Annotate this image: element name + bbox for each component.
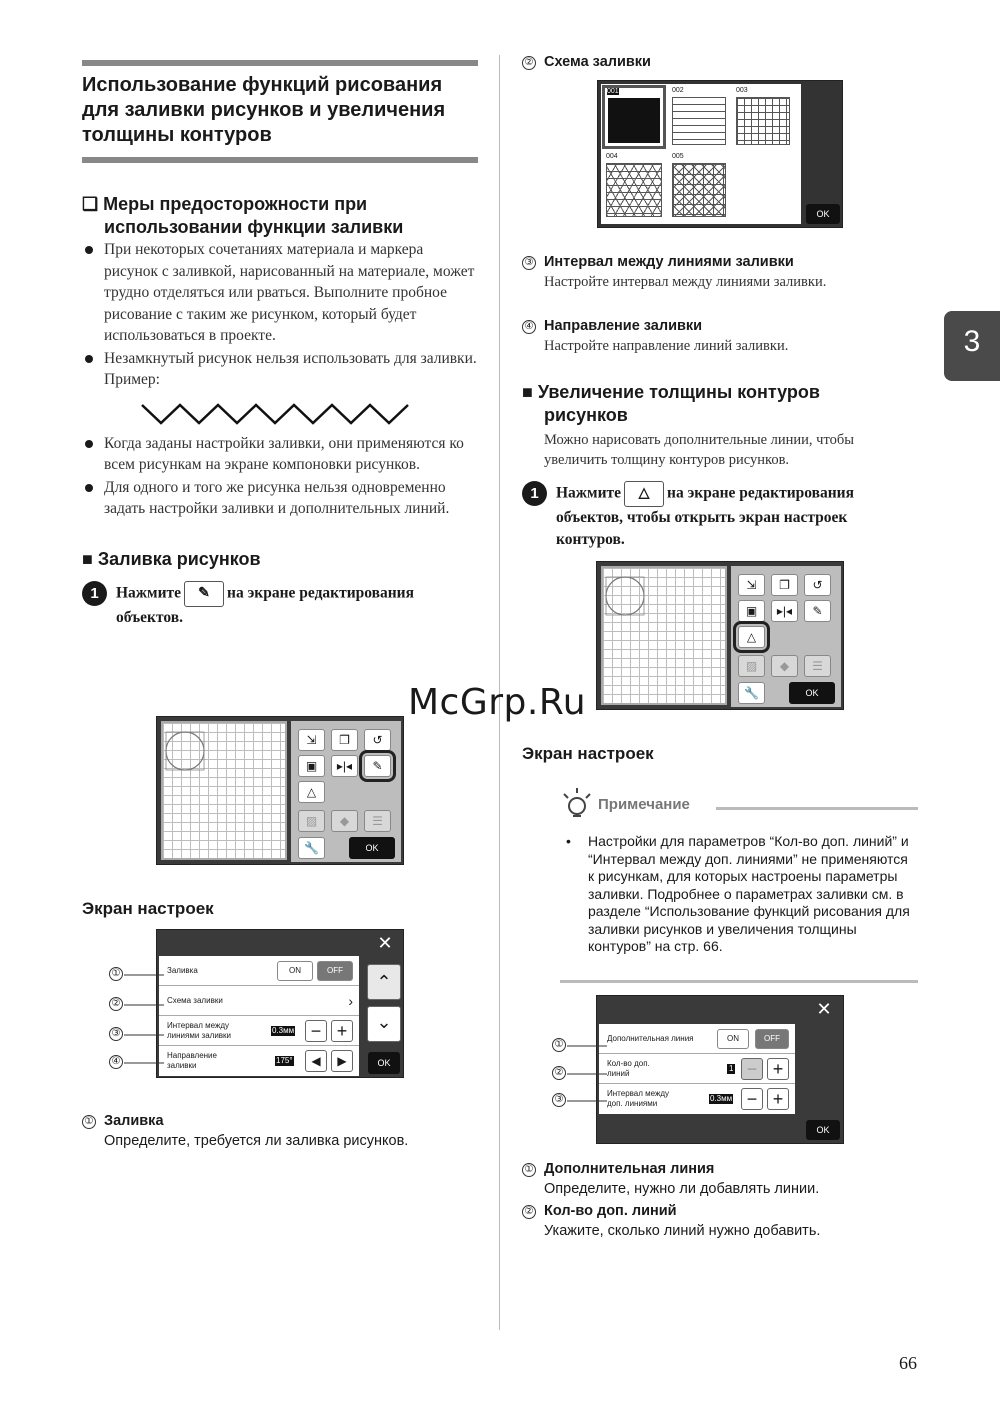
precautions-title: ❑ Меры предосторожности при использовании функции заливки [82, 194, 404, 237]
note-rule [716, 807, 918, 810]
pattern-001[interactable]: 001 [602, 85, 666, 149]
precautions-list [82, 239, 478, 520]
callout-lines [124, 960, 170, 1070]
on-button[interactable]: ON [717, 1029, 749, 1049]
fill-item-2: ② Схема заливки [522, 52, 651, 72]
minus-button[interactable]: − [741, 1058, 763, 1080]
outline-settings-screen [596, 995, 844, 1144]
outline-icon[interactable]: △ [298, 781, 325, 803]
pattern-005[interactable]: 005 [670, 153, 728, 219]
note-bottom-rule [560, 980, 918, 983]
heading-bottom-rule [82, 157, 478, 163]
pattern-002[interactable]: 002 [670, 87, 728, 147]
left-column [82, 60, 478, 629]
mirror-icon[interactable]: ▸|◂ [771, 600, 798, 622]
callout-3: ③ [552, 1093, 566, 1107]
rotate-icon[interactable]: ↺ [804, 574, 831, 596]
scroll-up-button[interactable]: ⌃ [367, 964, 401, 1000]
pattern-002-swatch [672, 97, 726, 145]
callout-lines [567, 1030, 611, 1110]
arrow-right-button[interactable]: ▶ [331, 1050, 353, 1072]
minus-button[interactable]: − [741, 1088, 763, 1110]
page-number: 66 [899, 1353, 917, 1373]
outline-settings-title: Экран настроек [522, 744, 654, 763]
plus-button[interactable]: + [767, 1058, 789, 1080]
close-button[interactable]: ✕ [369, 932, 401, 956]
callout-4: ④ [109, 1055, 123, 1069]
step-number: 1 [522, 481, 547, 506]
note-text: • Настройки для параметров “Кол-во доп. линий” и “Интервал между доп. линиями” не применяются к рисункам, для которых настроены параметры заливки. Подробнее о параметрах заливки см. в разделе “Использование функций рисования для заливки рисунков и увеличения толщины контуров” на стр. 66. [566, 833, 910, 954]
ok-button[interactable]: OK [349, 837, 395, 859]
outline-item-2: ② Кол-во доп. линий Укажите, сколько линий нужно добавить. [522, 1201, 922, 1241]
scroll-down-button[interactable]: ⌄ [367, 1006, 401, 1042]
list-item: Для одного и того же рисунка нельзя одновременно задать настройки заливки и дополнительных линий. [82, 477, 478, 520]
align-icon[interactable]: ☰ [364, 810, 391, 832]
line-interval-row: Интервал между доп. линиями 0.3мм − + [599, 1084, 795, 1114]
zigzag-example [138, 399, 438, 429]
step-number: 1 [82, 581, 107, 606]
callout-3: ③ [109, 1027, 123, 1041]
extra-line-row: Дополнительная линия ON OFF [599, 1024, 795, 1054]
frame-icon[interactable]: ▣ [298, 755, 325, 777]
heading-top-rule [82, 60, 478, 66]
ok-button[interactable]: OK [806, 204, 840, 224]
outline-step-1: 1 Нажмите △ на экране редактирования объектов, чтобы открыть экран настроек контуров. [522, 481, 922, 551]
plus-button[interactable]: + [331, 1020, 353, 1042]
fill-icon[interactable]: ✎ [364, 755, 391, 777]
callout-2: ② [552, 1066, 566, 1080]
outline-item-1: ① Дополнительная линия Определите, нужно ли добавлять линии. [522, 1159, 922, 1199]
chapter-tab: 3 [944, 311, 1000, 381]
on-button[interactable]: ON [277, 961, 313, 981]
pattern-row[interactable]: Схема заливки › [159, 986, 359, 1016]
fill-section-title: ■ Заливка рисунков [82, 548, 261, 569]
watermark: McGrp.Ru [408, 682, 587, 723]
rotate-icon[interactable]: ↺ [364, 729, 391, 751]
pattern-003-swatch [736, 97, 790, 145]
callout-2: ② [109, 997, 123, 1011]
fill-item-4: ④ Направление заливки Настройте направление линий заливки. [522, 316, 922, 356]
direction-row: Направление заливки 175° ◀ ▶ [159, 1046, 359, 1076]
duplicate-icon[interactable]: ❐ [331, 729, 358, 751]
fill-settings-list [159, 956, 359, 1076]
fill-item-1: ① Заливка Определите, требуется ли заливка рисунков. [82, 1111, 478, 1151]
chevron-right-icon: › [348, 993, 353, 1009]
list-item: Когда заданы настройки заливки, они применяются ко всем рисункам на экране компоновки рисунков. [82, 433, 478, 476]
fill-step-1: 1 Нажмите ✎ на экране редактирования объектов. [82, 581, 478, 629]
outline-edit-icon: △ [624, 481, 664, 507]
resize-icon[interactable]: ⇲ [298, 729, 325, 751]
interval-value: 0.3мм [272, 1026, 295, 1035]
duplicate-icon[interactable]: ❐ [771, 574, 798, 596]
fill-edit-icon: ✎ [184, 581, 224, 607]
fill-icon[interactable]: ✎ [804, 600, 831, 622]
pattern-003[interactable]: 003 [734, 87, 792, 147]
lightbulb-icon [560, 786, 594, 820]
pattern-004[interactable]: 004 [604, 153, 664, 219]
callout-1: ① [552, 1038, 566, 1052]
arrow-left-button[interactable]: ◀ [305, 1050, 327, 1072]
pin-icon[interactable]: ◆ [771, 655, 798, 677]
image-icon[interactable]: ▨ [738, 655, 765, 677]
ok-button[interactable]: OK [806, 1120, 840, 1140]
direction-value: 175° [276, 1056, 293, 1065]
plus-button[interactable]: + [767, 1088, 789, 1110]
fill-row: Заливка ON OFF [159, 956, 359, 986]
edit-screen-fill [156, 716, 404, 865]
circle-pattern [165, 731, 207, 773]
image-icon[interactable]: ▨ [298, 810, 325, 832]
pattern-001-swatch [608, 98, 660, 143]
pattern-004-swatch [606, 163, 662, 217]
minus-button[interactable]: − [305, 1020, 327, 1042]
ok-button[interactable]: OK [368, 1052, 400, 1074]
callout-1: ① [109, 967, 123, 981]
resize-icon[interactable]: ⇲ [738, 574, 765, 596]
close-button[interactable]: ✕ [807, 998, 841, 1022]
interval-row: Интервал между линиями заливки 0.3мм − + [159, 1016, 359, 1046]
edit-screen-outline [596, 561, 844, 710]
edit-toolbar [291, 721, 401, 862]
main-heading: Использование функций рисования для заливки рисунков и увеличения толщины контуров [82, 74, 446, 146]
note-label: Примечание [598, 796, 690, 813]
align-icon[interactable]: ☰ [804, 655, 831, 677]
frame-icon[interactable]: ▣ [738, 600, 765, 622]
fill-settings-screen [156, 929, 404, 1078]
outline-icon[interactable]: △ [738, 626, 765, 648]
edit-toolbar [731, 566, 841, 707]
wrench-icon[interactable]: 🔧 [298, 837, 325, 859]
wrench-icon[interactable]: 🔧 [738, 682, 765, 704]
pattern-screen [597, 80, 843, 228]
ok-button[interactable]: OK [789, 682, 835, 704]
fill-item-3: ③ Интервал между линиями заливки Настройте интервал между линиями заливки. [522, 252, 922, 292]
list-item: Незамкнутый рисунок нельзя использовать для заливки. Пример: [82, 348, 478, 391]
list-item: При некоторых сочетаниях материала и маркера рисунок с заливкой, нарисованный на материале, может трудно отделяться или рваться. Выполните пробное рисование с таким же рисунком, который будет использоваться в проекте. [82, 239, 478, 347]
mirror-icon[interactable]: ▸|◂ [331, 755, 358, 777]
outline-settings-list [599, 1024, 795, 1114]
outline-section-title: ■ Увеличение толщины контуров рисунков [522, 382, 820, 425]
off-button[interactable]: OFF [317, 961, 353, 981]
pattern-005-swatch [672, 163, 726, 217]
fill-settings-title: Экран настроек [82, 899, 214, 918]
outline-desc: Можно нарисовать дополнительные линии, чтобы увеличить толщину контуров рисунков. [544, 432, 854, 468]
off-button[interactable]: OFF [755, 1029, 789, 1049]
note-box [560, 786, 918, 984]
pin-icon[interactable]: ◆ [331, 810, 358, 832]
line-count-value: 1 [729, 1064, 734, 1073]
circle-pattern [605, 576, 647, 618]
line-interval-value: 0.3мм [710, 1094, 733, 1103]
line-count-row: Кол-во доп. линий 1 − + [599, 1054, 795, 1084]
